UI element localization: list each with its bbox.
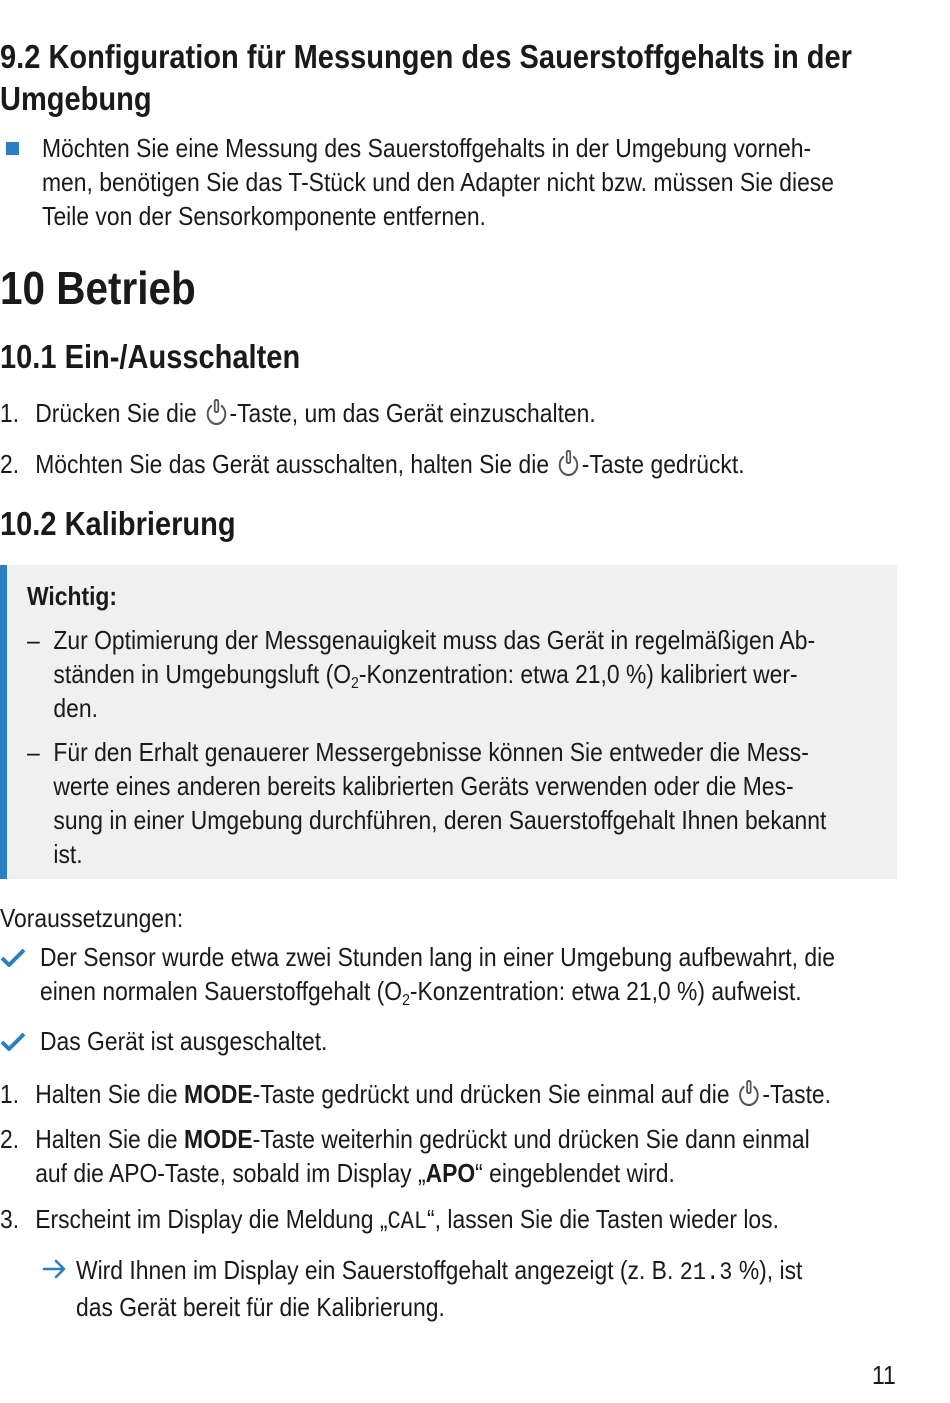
section-10-2-title [0, 503, 236, 545]
important-note-box [0, 565, 897, 879]
step-text-before: Drücken Sie die [35, 398, 204, 428]
chapter-title-text: 10 Betrieb [0, 262, 196, 314]
step-line [35, 1156, 810, 1190]
prereq-text: -Konzentration: etwa 21,0 %) aufweist. [409, 976, 802, 1006]
section-9-2-bullet [42, 131, 834, 233]
mode-key-label: MODE [184, 1079, 253, 1109]
calibration-step-2 [0, 1122, 810, 1190]
section-9-2-title [0, 36, 852, 120]
prerequisite-1 [40, 940, 835, 1008]
section-10-1-step-1 [0, 396, 596, 430]
step-number: 2. [0, 1124, 20, 1154]
step-text: auf die APO-Taste, sobald im Display „ [35, 1158, 426, 1188]
step-text: “ eingeblendet wird. [475, 1158, 675, 1188]
prereq-line: Der Sensor wurde etwa zwei Stunden lang in einer Umgebung aufbewahrt, die [40, 942, 835, 972]
page-number: 11 [872, 1360, 896, 1390]
dash-bullet: – [27, 737, 40, 767]
note-item-2 [27, 735, 826, 871]
section-10-1-title [0, 336, 300, 378]
note-text: ständen in Umgebungsluft (O [53, 659, 352, 689]
calibration-result [76, 1253, 802, 1324]
step-number: 1. [0, 398, 20, 428]
square-bullet-icon [6, 142, 19, 155]
note-line: Zur Optimierung der Messgenauigkeit muss das Gerät in regelmäßigen Ab- [53, 625, 816, 655]
checkmark-icon [0, 1031, 26, 1053]
note-line: Für den Erhalt genauerer Messergebnisse können Sie entweder die Mess- [53, 737, 809, 767]
checkmark-icon [0, 947, 26, 969]
note-line: sung in einer Umgebung durchführen, deren Sauerstoffgehalt Ihnen bekannt [53, 805, 827, 835]
note-line [53, 657, 815, 691]
display-code-value: 21.3 [679, 1258, 733, 1287]
power-icon [203, 398, 229, 428]
section-9-2-title-line1: 9.2 Konfiguration für Messungen des Sauerstoffgehalts in der [0, 38, 852, 75]
note-line: ist. [53, 839, 83, 869]
prerequisite-2: Das Gerät ist ausgeschaltet. [40, 1026, 328, 1056]
step-text-before: Möchten Sie das Gerät ausschalten, halten Sie die [35, 449, 556, 479]
step-line [0, 1122, 810, 1156]
step-text: “, lassen Sie die Tasten wieder los. [427, 1204, 779, 1234]
step-text: -Taste weiterhin gedrückt und drücken Sie dann einmal [252, 1124, 810, 1154]
note-text: -Konzentration: etwa 21,0 %) kalibriert wer- [358, 659, 798, 689]
subscript: 2 [351, 675, 359, 692]
step-text: -Taste. [762, 1079, 832, 1109]
section-title-text: 10.2 Kalibrierung [0, 505, 236, 542]
bullet-line: Möchten Sie eine Messung des Sauerstoffgehalts in der Umgebung vorneh- [42, 133, 812, 163]
chapter-10-title [0, 262, 196, 314]
step-number: 1. [0, 1079, 20, 1109]
section-title-text: 10.1 Ein-/Ausschalten [0, 338, 301, 375]
power-icon [736, 1079, 762, 1109]
prereq-text: einen normalen Sauerstoffgehalt (O [40, 976, 403, 1006]
result-text: Wird Ihnen im Display ein Sauerstoffgehalt angezeigt (z. B. [76, 1255, 680, 1285]
note-item-1 [27, 623, 815, 725]
section-10-1-step-2 [0, 447, 745, 481]
result-arrow-icon [42, 1258, 68, 1280]
step-text-after: -Taste, um das Gerät einzuschalten. [229, 398, 596, 428]
note-line: werte eines anderen bereits kalibrierten Geräts verwenden oder die Mes- [53, 771, 794, 801]
subscript: 2 [402, 992, 410, 1009]
result-text: %), ist [732, 1255, 803, 1285]
note-line: den. [53, 693, 98, 723]
bullet-line: Teile von der Sensorkomponente entfernen. [42, 201, 486, 231]
step-text: Halten Sie die [35, 1079, 185, 1109]
step-number: 2. [0, 449, 20, 479]
note-heading: Wichtig: [27, 581, 118, 611]
power-icon [555, 449, 581, 479]
section-9-2-title-line2: Umgebung [0, 80, 152, 117]
step-number: 3. [0, 1204, 20, 1234]
step-text: Halten Sie die [35, 1124, 185, 1154]
step-text: -Taste gedrückt und drücken Sie einmal auf die [252, 1079, 736, 1109]
prereq-line [40, 974, 835, 1008]
calibration-step-3 [0, 1202, 779, 1239]
result-line: das Gerät bereit für die Kalibrierung. [76, 1292, 445, 1322]
mode-key-label: MODE [184, 1124, 253, 1154]
prerequisites-label: Voraussetzungen: [0, 903, 184, 933]
dash-bullet: – [27, 625, 40, 655]
bullet-line: men, benötigen Sie das T-Stück und den Adapter nicht bzw. müssen Sie diese [42, 167, 834, 197]
step-text-after: -Taste gedrückt. [581, 449, 745, 479]
display-code-cal: CAL [387, 1207, 428, 1236]
step-text: Erscheint im Display die Meldung „ [35, 1204, 388, 1234]
result-line [76, 1253, 802, 1290]
calibration-step-1 [0, 1077, 831, 1111]
display-apo-label: APO [425, 1158, 476, 1188]
